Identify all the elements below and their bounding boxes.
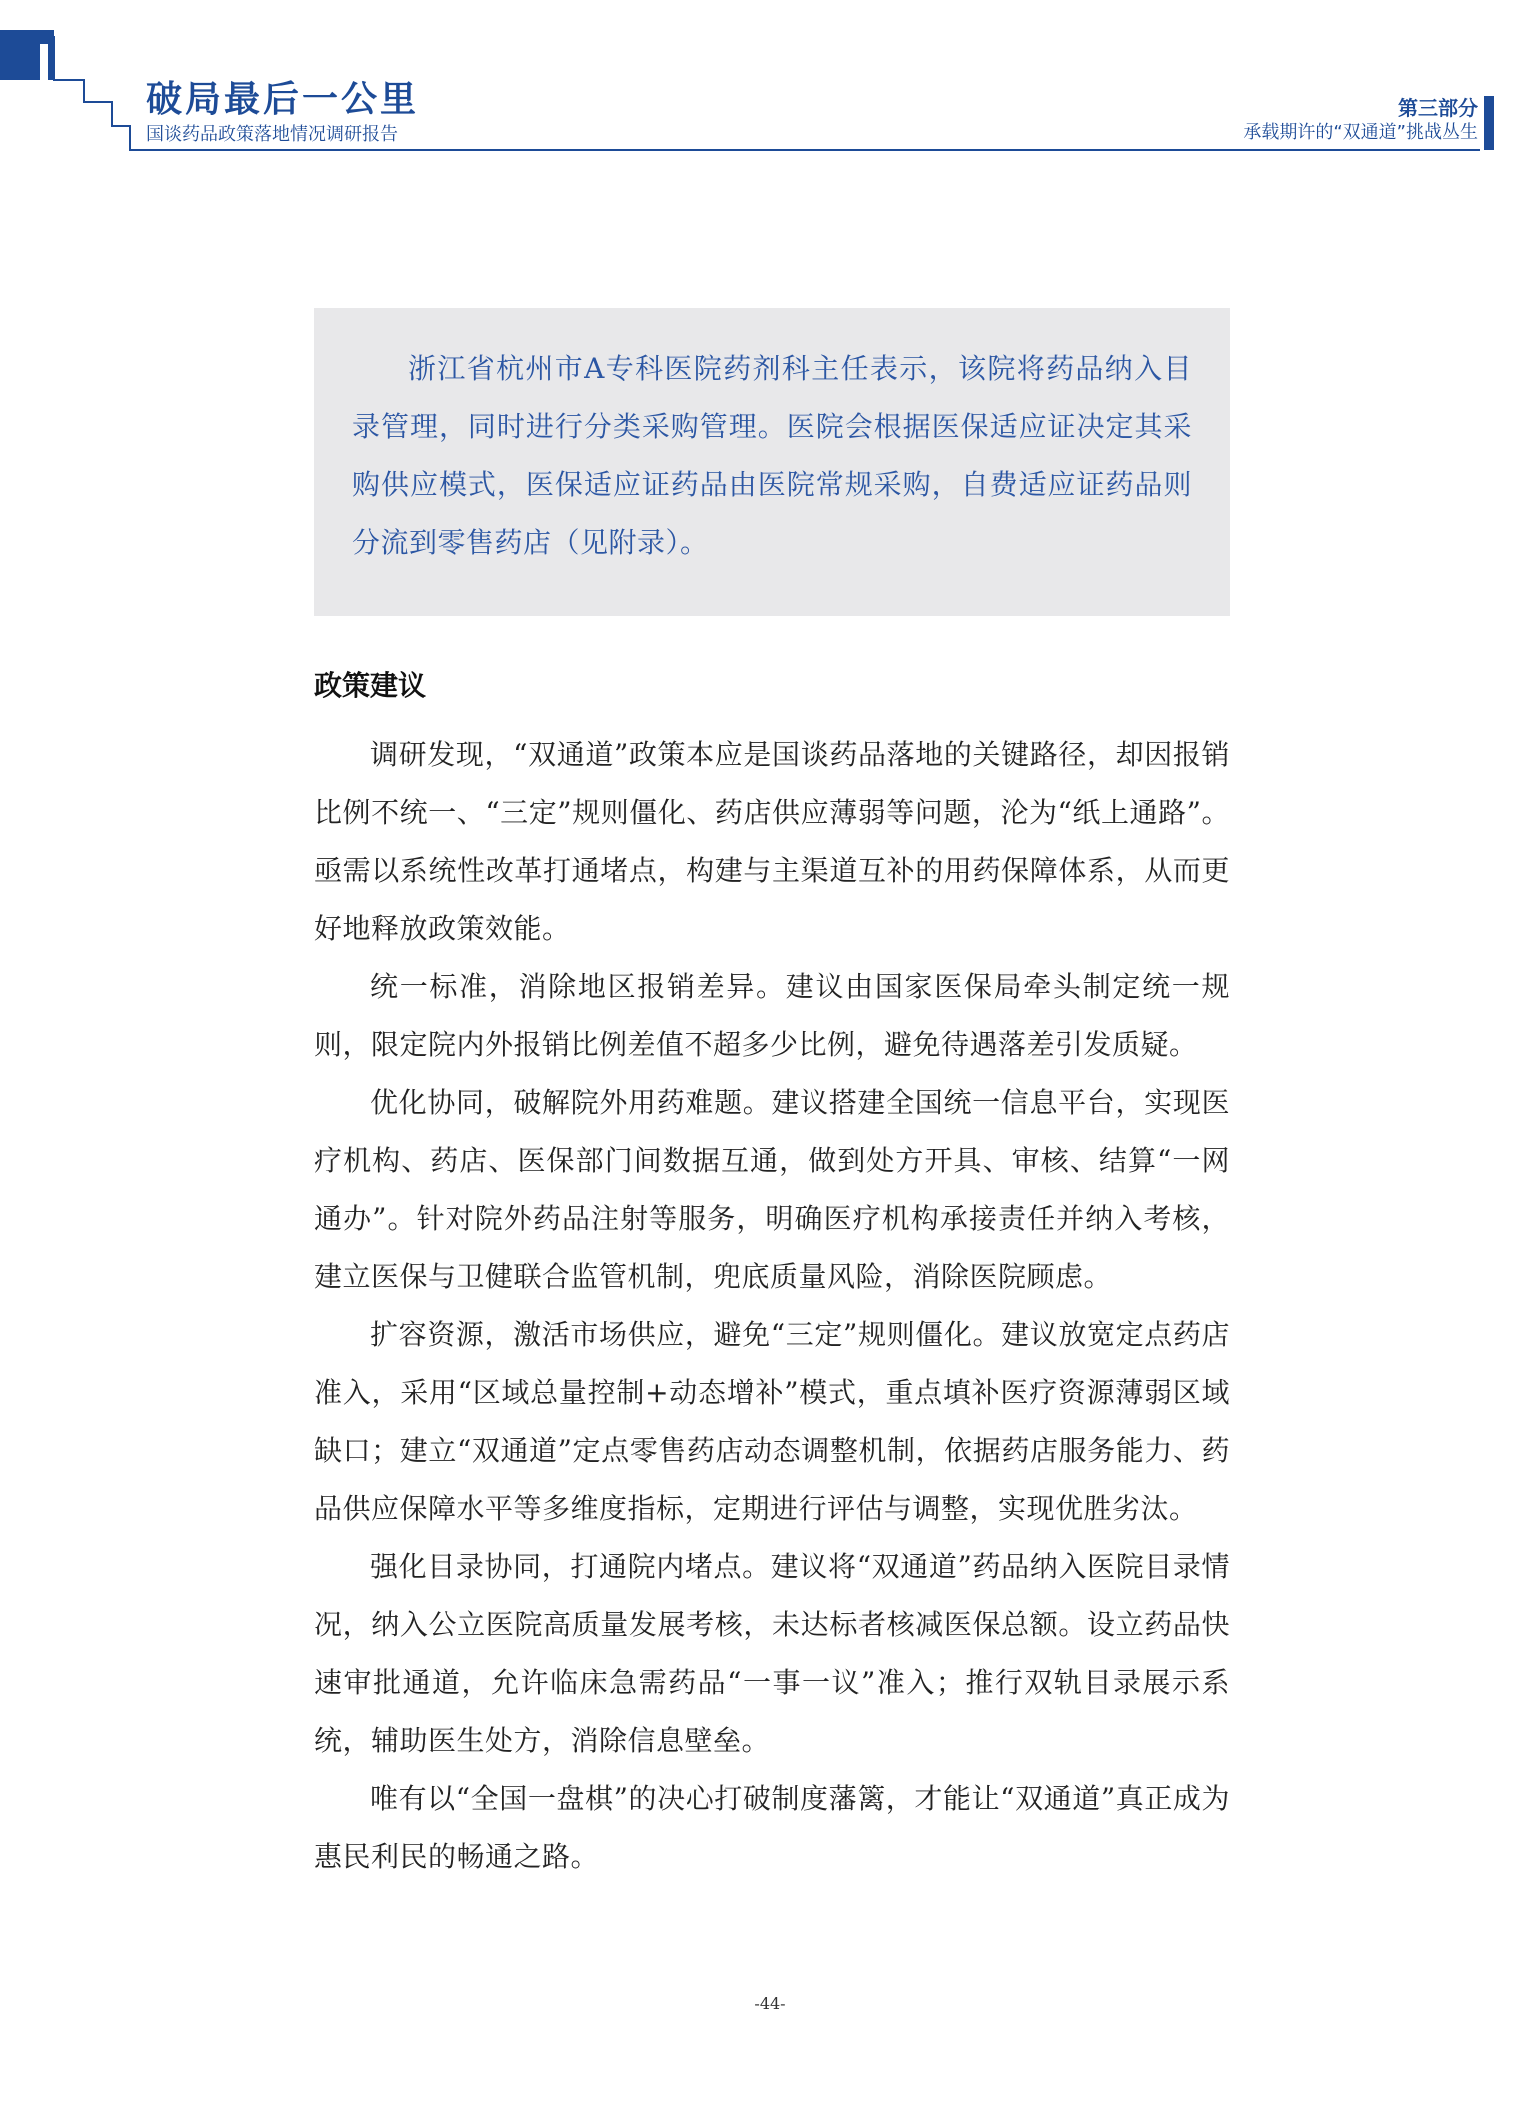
paragraph-unify-standards: 统一标准，消除地区报销差异。建议由国家医保局牵头制定统一规则，限定院内外报销比例差值不超多少比例，避免待遇落差引发质疑。 <box>314 970 1230 1061</box>
case-study-text: 浙江省杭州市A专科医院药剂科主任表示，该院将药品纳入目录管理，同时进行分类采购管理。医院会根据医保适应证决定其采购供应模式，医保适应证药品由医院常规采购，自费适应证药品则分流到零售药店（见附录）。 <box>352 352 1192 559</box>
header-right-bar <box>1484 96 1494 150</box>
header-corner-notch <box>40 44 48 80</box>
report-title: 破局最后一公里 <box>146 79 420 120</box>
page-number: -44- <box>754 1994 786 2013</box>
paragraph-expand-resources: 扩容资源，激活市场供应，避免“三定”规则僵化。建议放宽定点药店准入，采用“区域总量控制+动态增补”模式，重点填补医疗资源薄弱区域缺口；建立“双通道”定点零售药店动态调整机制，依据药店服务能力、药品供应保障水平等多维度指标，定期进行评估与调整，实现优胜劣汰。 <box>314 1318 1230 1525</box>
section-title: 政策建议 <box>314 669 427 702</box>
paragraph-optimize-coordination: 优化协同，破解院外用药难题。建议搭建全国统一信息平台，实现医疗机构、药店、医保部门间数据互通，做到处方开具、审核、结算“一网通办”。针对院外药品注射等服务，明确医疗机构承接责任并纳入考核，建立医保与卫健联合监管机制，兜底质量风险，消除医院顾虑。 <box>314 1086 1230 1293</box>
paragraph-conclusion: 唯有以“全国一盘棋”的决心打破制度藩篱，才能让“双通道”真正成为惠民利民的畅通之路。 <box>314 1782 1230 1873</box>
paragraph-intro: 调研发现，“双通道”政策本应是国谈药品落地的关键路径，却因报销比例不统一、“三定”规则僵化、药店供应薄弱等问题，沦为“纸上通路”。亟需以系统性改革打通堵点，构建与主渠道互补的用药保障体系，从而更好地释放政策效能。 <box>314 738 1230 945</box>
policy-section <box>314 660 1230 1886</box>
report-subtitle: 国谈药品政策落地情况调研报告 <box>146 124 398 145</box>
part-label: 第三部分 <box>1398 96 1478 120</box>
part-subtitle: 承载期许的“双通道”挑战丛生 <box>1243 122 1478 143</box>
case-study-box <box>314 308 1230 616</box>
paragraph-catalog-coordination: 强化目录协同，打通院内堵点。建议将“双通道”药品纳入医院目录情况，纳入公立医院高质量发展考核，未达标者核减医保总额。设立药品快速审批通道，允许临床急需药品“一事一议”准入；推行双轨目录展示系统，辅助医生处方，消除信息壁垒。 <box>314 1550 1230 1757</box>
